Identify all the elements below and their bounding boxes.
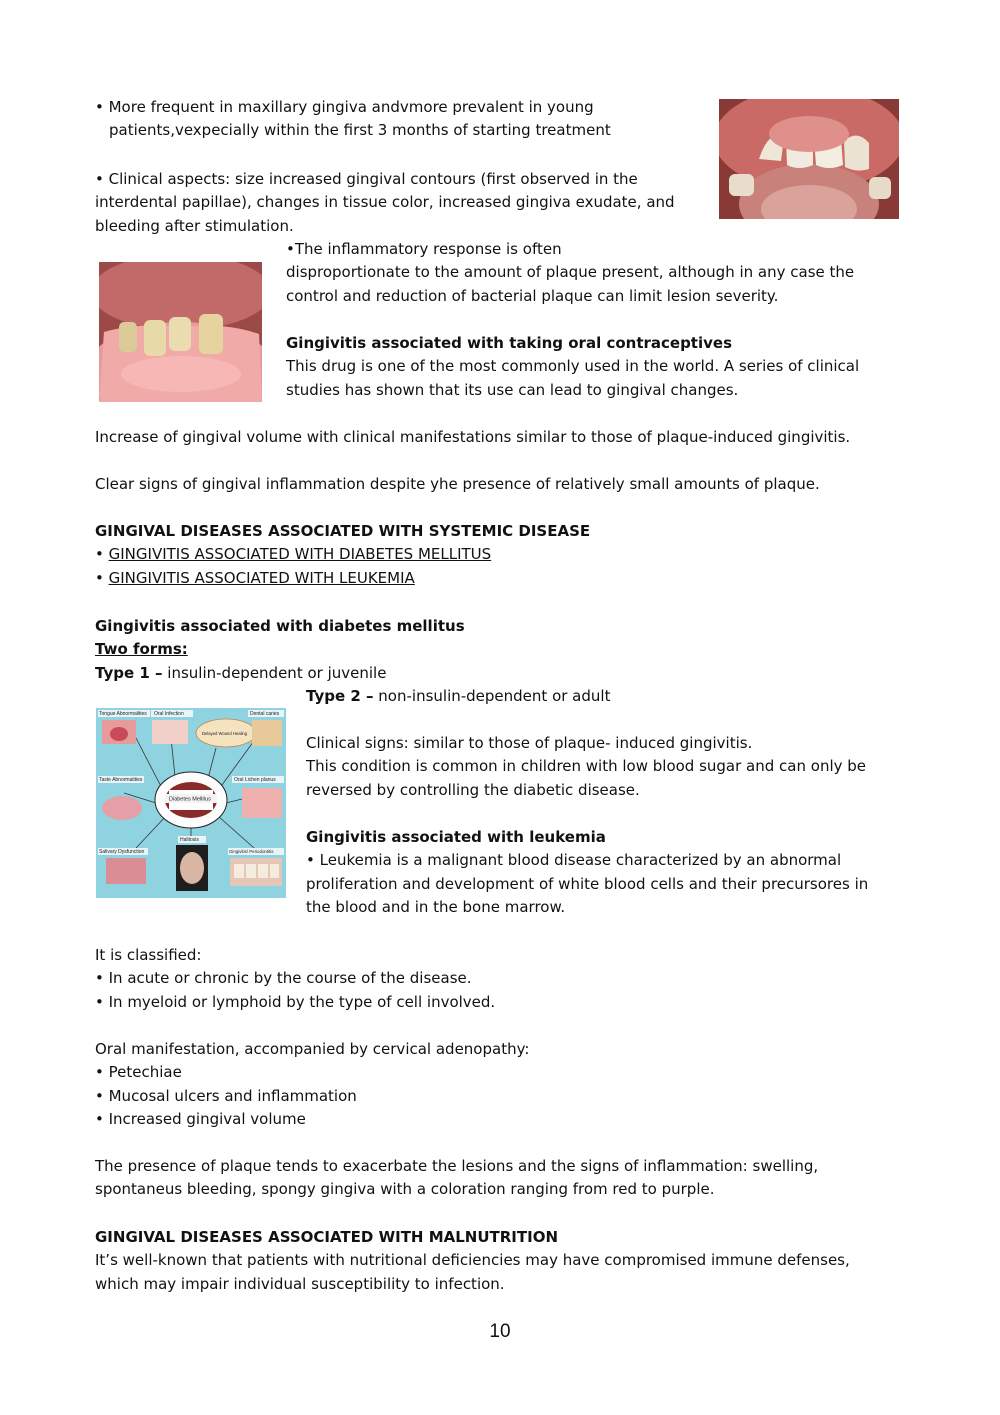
diagram-caries-label: Dental caries	[250, 711, 280, 717]
leukemia-section: Gingivitis associated with leukemia • Leukemia is a malignant blood disease characterized by an abnormal proliferation and development of white blood cells and their precursores in the blood and in the bone marrow.	[306, 828, 869, 917]
clinical-aspects-paragraph: • Clinical aspects: size increased gingival contours (first observed in the interdental papillae), changes in tissue color, increased gingiva exudate, and bleeding after stimulation.	[95, 170, 675, 235]
list-item: • In myeloid or lymphoid by the type of cell involved.	[95, 992, 496, 1011]
frequency-bullet: • More frequent in maxillary gingiva andvmore prevalent in young patients,vexpecially within the first 3 months of starting treatment	[95, 98, 611, 140]
contraceptives-heading: Gingivitis associated with taking oral contraceptives	[286, 334, 733, 352]
diagram-lichen-label: Oral Lichen planus	[234, 777, 276, 783]
malnutrition-section: GINGIVAL DISEASES ASSOCIATED WITH MALNUTRITION It’s well-known that patients with nutritional deficiencies may have compromised immune defenses, which may impair individual susceptibility to infection.	[95, 1228, 850, 1293]
diabetes-clinical-signs: Clinical signs: similar to those of plaque- induced gingivitis. This condition is common in children with low blood sugar and can only be reversed by controlling the diabetic disease.	[306, 734, 867, 799]
diagram-taste-label: Taste Abnormalities	[99, 777, 143, 783]
diabetes-oral-complications-diagram	[96, 708, 286, 898]
list-item: • GINGIVITIS ASSOCIATED WITH LEUKEMIA	[95, 568, 415, 587]
diagram-salivary-label: Salivary Dysfunction	[99, 849, 145, 855]
diabetes-section	[95, 615, 465, 685]
increase-paragraph: Increase of gingival volume with clinical manifestations similar to those of plaque-induced gingivitis.	[95, 428, 851, 446]
list-item: • GINGIVITIS ASSOCIATED WITH DIABETES MELLITUS	[95, 545, 492, 564]
diagram-periodontitis-label: Gingivitis/ Periodontitis	[229, 849, 274, 854]
diagram-tongue-label: Tongue Abnormalities	[99, 711, 147, 717]
plaque-paragraph: The presence of plaque tends to exacerbate the lesions and the signs of inflammation: swelling, spontaneus bleeding, spongy gingiva with a coloration ranging from red to purple.	[95, 1157, 819, 1199]
diabetes-heading: Gingivitis associated with diabetes mellitus	[95, 617, 465, 635]
diagram-halitosis-label: Halitosis	[180, 837, 199, 843]
contraceptives-section: Gingivitis associated with taking oral contraceptives This drug is one of the most commonly used in the world. A series of clinical studies has shown that its use can lead to gingival changes.	[286, 334, 860, 399]
mandibular-gingiva-photo	[99, 262, 262, 402]
leukemia-heading: Gingivitis associated with leukemia	[306, 828, 606, 846]
list-item: • In acute or chronic by the course of the disease.	[95, 969, 472, 988]
list-item: • Petechiae	[95, 1063, 182, 1082]
systemic-disease-section	[95, 520, 590, 590]
two-forms-label: Two forms:	[95, 640, 188, 659]
classification-list: It is classified: • In acute or chronic by the course of the disease. • In myeloid or lymphoid by the type of cell involved.	[95, 944, 495, 1014]
type1-line: Type 1 – insulin-dependent or juvenile	[95, 663, 387, 682]
malnutrition-heading: GINGIVAL DISEASES ASSOCIATED WITH MALNUTRITION	[95, 1228, 559, 1246]
clear-signs-paragraph: Clear signs of gingival inflammation despite yhe presence of relatively small amounts of plaque.	[95, 475, 820, 493]
systemic-heading: GINGIVAL DISEASES ASSOCIATED WITH SYSTEMIC DISEASE	[95, 522, 591, 540]
list-item: • Mucosal ulcers and inflammation	[95, 1086, 357, 1105]
type2-line: Type 2 – non-insulin-dependent or adult	[306, 687, 611, 705]
maxillary-gingiva-photo	[719, 99, 899, 219]
diagram-oral-infection-label: Oral Infection	[154, 711, 184, 717]
diagram-healing-label: Delayed Wound Healing	[202, 731, 248, 736]
list-item: • Increased gingival volume	[95, 1110, 306, 1129]
page-number: 10	[489, 1321, 511, 1342]
inflammatory-response-paragraph: •The inflammatory response is often disproportionate to the amount of plaque present, although in any case the control and reduction of bacterial plaque can limit lesion severity.	[286, 240, 855, 305]
diagram-center-label: Diabetes Mellitus	[169, 796, 211, 803]
oral-manifestation-list: Oral manifestation, accompanied by cervical adenopathy: • Petechiae • Mucosal ulcers and inflammation • Increased gingival volume	[95, 1038, 529, 1132]
